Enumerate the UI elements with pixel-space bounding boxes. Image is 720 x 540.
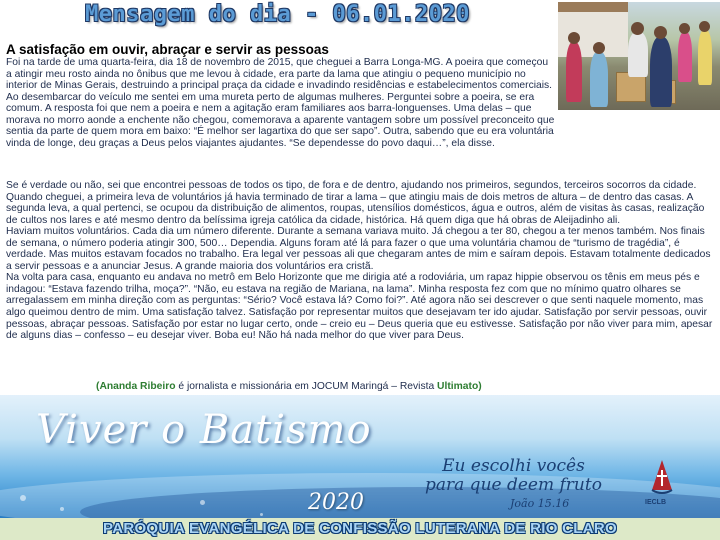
paragraph-5: Na volta para casa, enquanto eu andava no metrô em Belo Horizonte que me dirigia até a rodoviária, um rapaz hippie observou os tênis em meus pés e indagou: “Estava fazendo trilha, moça?”. “Não, eu estava na região de Mariana, na lama”. Minha resposta fez com que no mínimo quatro olhares se arregalassem em minha direção com as perguntas: “Sério? Você estava lá? Como foi?”. Até agora não sei descrever o que senti naquele momento, mas algo queimou dentro de mim. Uma satisfação talvez. Satisfação por representar muitos que desejavam ter ido ajudar. Satisfação por servir pessoas, ouvir pessoas, abraçar pessoas. Satisfação por estar no lugar certo, onde – creio eu – Deus queria que eu estivesse. Satisfação por não viver para mim, apesar de alguns dias – confesso – eu desejar viver. Boba eu! Não há nada melhor do que viver para Deus. [6,272,713,342]
banner-verse [425,457,602,495]
verse-reference: João 15.16 [510,497,570,510]
credit-middle: é jornalista e missionária em JOCUM Maringá – Revista [175,381,438,392]
article-body-wide [6,180,718,342]
paragraph-1: Foi na tarde de uma quarta-feira, dia 18 de novembro de 2015, que cheguei a Barra Longa-MG. A poeira que começou a atingir meu rosto ainda no ônibus que me levou à cidade, era parte da lama que atingiu o pequeno município no interior de Minas Gerais, destruindo a principal praça da cidade e invadindo residências e estabelecimentos comerciais. [6,57,553,92]
verse-line-1: Eu escolhi vocês [442,456,585,476]
article-body [6,57,556,149]
ieclb-label: IECLB [645,499,666,506]
credit-author: Ananda Ribeiro [99,381,176,392]
banner-title: Viver o Batismo [36,407,372,453]
paragraph-4: Haviam muitos voluntários. Cada dia um número diferente. Durante a semana variava muito. Já chegou a ter 80, chegou a ter menos também. Nos finais de semana, o número poderia atingir 300, 500… Dependia. Alguns foram até lá para fazer o que uma voluntária chamou de “turismo de tragédia”, é verdade. Mas muitos estavam focados no trabalho. Era legal ver pessoas ali que chegaram antes de mim e saíram depois. Estavam totalmente dedicados a servir pessoas e a anunciar Jesus. A grande maioria dos voluntários era cristã. [6,226,711,272]
paragraph-3: Se é verdade ou não, sei que encontrei pessoas de todos os tipo, de fora e de dentro, ajudando nos primeiros, segundos, terceiros socorros da cidade. Quando cheguei, a primeira leva de voluntários já havia terminado de tirar a lama – que atingiu mais de dois metros de altura – de dentro das casas. A segunda leva, a qual pertenci, se ocupou da distribuição de alimentos, roupas, utensílios domésticos, água e outros, além de visitas às casas, realização de cultos nos lares e até mesmo dentro da belíssima igreja católica da cidade, histórica. Há quem diga que há obras de Aleijadinho ali. [6,180,705,226]
credit-open: ( [96,381,100,392]
volunteers-photo [558,2,720,110]
banner-year: 2020 [308,490,364,515]
article-title: A satisfação em ouvir, abraçar e servir as pessoas [6,42,329,57]
page-title: Mensagem do dia - 06.01.2020 [85,2,470,27]
paragraph-2: Ao desembarcar do veículo me sentei em uma mureta perto de algumas mulheres. Perguntei sobre a poeira, se era comum. A resposta foi que nem a poeira e nem a agitação eram familiares aos barra-longuenses. Uma delas – que morava no morro aonde a enchente não chegou, comemorava a aparente vantagem sobre um possível preconceito que sentia da parte de quem mora em baixo: “É melhor ser lagartixa do que ser sapo”. Outra, sabendo que eu era voluntária vinda de longe, deu graças a Deus pelos viajantes ajudantes. “Se dependesse do povo daqui…”, ela disse. [6,91,555,149]
credit-close: ) [478,381,482,392]
ieclb-cross-icon [650,460,674,496]
verse-line-2: para que deem fruto [425,475,602,495]
credit-source: Ultimato [437,381,479,392]
article-credit [96,381,482,392]
parish-footer: PARÓQUIA EVANGÉLICA DE CONFISSÃO LUTERANA DE RIO CLARO [0,518,720,540]
